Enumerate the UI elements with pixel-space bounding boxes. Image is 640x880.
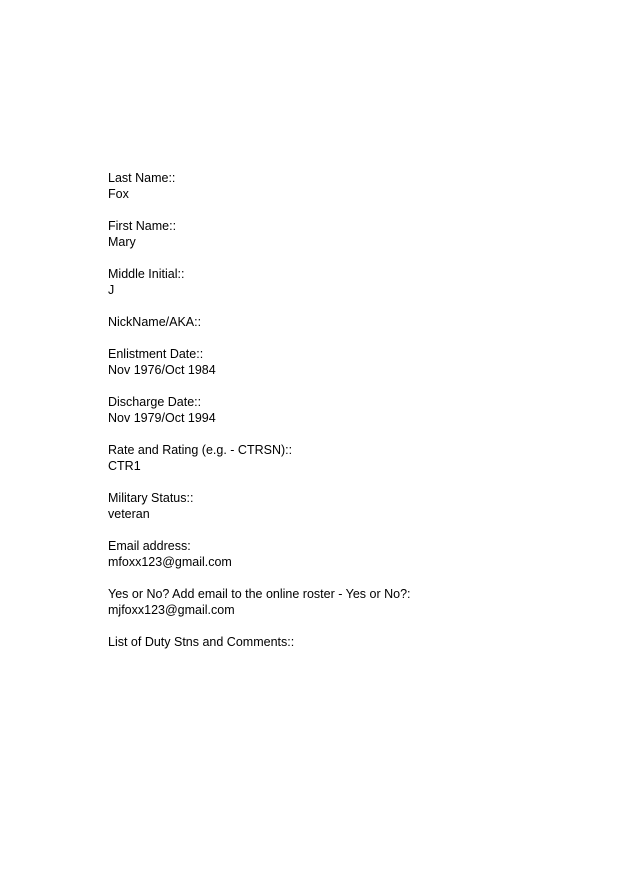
field-label: Email address: xyxy=(108,539,191,553)
field-label: Discharge Date:: xyxy=(108,395,202,409)
field-military-status xyxy=(108,490,608,522)
field-value: Fox xyxy=(108,187,129,201)
form-document xyxy=(108,170,608,666)
field-label: Rate and Rating (e.g. - CTRSN):: xyxy=(108,443,293,457)
field-value: mfoxx123@gmail.com xyxy=(108,555,232,569)
field-rate-and-rating xyxy=(108,442,608,474)
field-value: J xyxy=(108,283,115,297)
field-discharge-date xyxy=(108,394,608,426)
field-first-name xyxy=(108,218,608,250)
field-middle-initial xyxy=(108,266,608,298)
field-label: Yes or No? Add email to the online roster - Yes or No?: xyxy=(108,587,411,601)
field-label: Enlistment Date:: xyxy=(108,347,204,361)
field-label: NickName/AKA:: xyxy=(108,315,202,329)
field-roster-email xyxy=(108,586,608,618)
field-email-address xyxy=(108,538,608,570)
field-last-name xyxy=(108,170,608,202)
field-duty-stations xyxy=(108,634,608,650)
field-label: First Name:: xyxy=(108,219,177,233)
field-label: Middle Initial:: xyxy=(108,267,185,281)
field-enlistment-date xyxy=(108,346,608,378)
field-value: mjfoxx123@gmail.com xyxy=(108,603,235,617)
field-value: veteran xyxy=(108,507,150,521)
field-nickname xyxy=(108,314,608,330)
field-value: Nov 1979/Oct 1994 xyxy=(108,411,216,425)
field-value: CTR1 xyxy=(108,459,141,473)
field-label: Military Status:: xyxy=(108,491,194,505)
field-value: Nov 1976/Oct 1984 xyxy=(108,363,216,377)
field-label: Last Name:: xyxy=(108,171,176,185)
field-value: Mary xyxy=(108,235,136,249)
field-label: List of Duty Stns and Comments:: xyxy=(108,635,295,649)
